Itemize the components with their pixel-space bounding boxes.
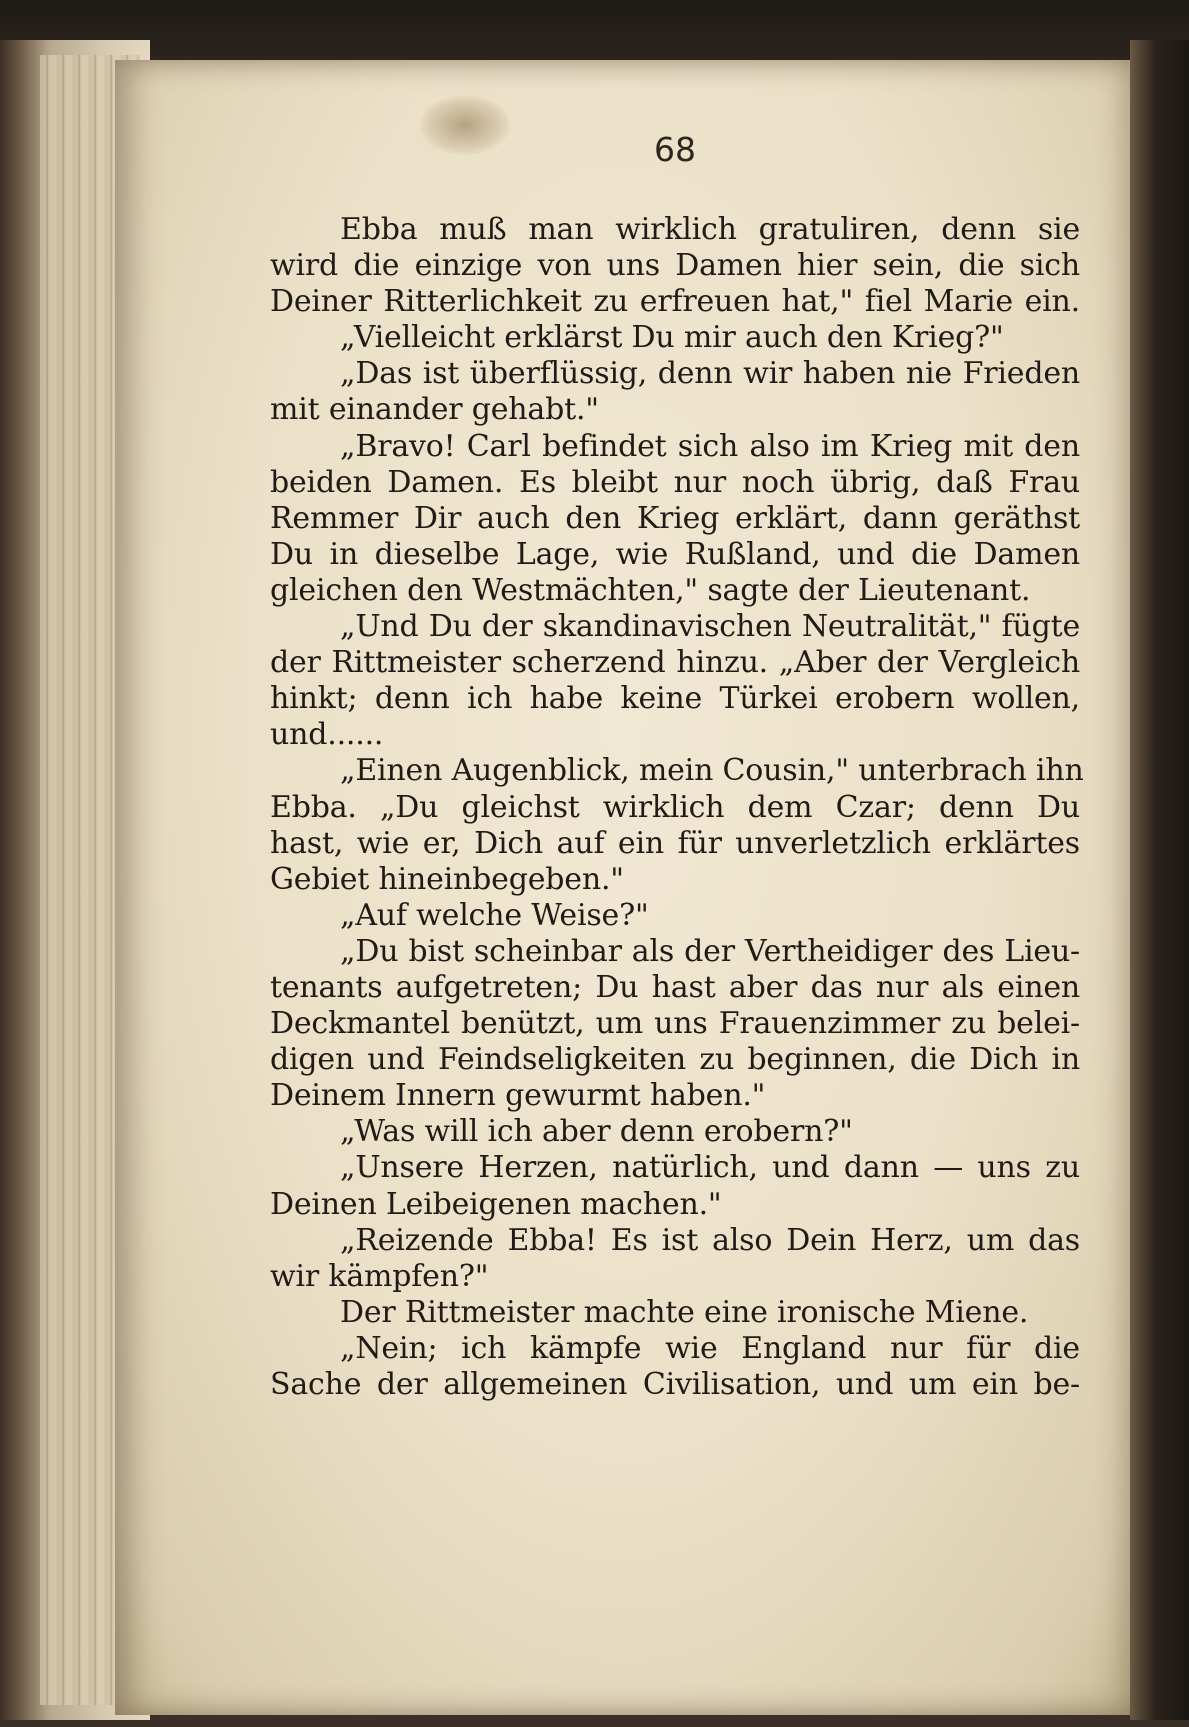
text-line: Deinen Leibeigenen machen." <box>270 1186 722 1222</box>
text-line: „Das ist überflüssig, denn wir haben nie Frieden <box>340 356 1080 392</box>
text-line: „Einen Augenblick, mein Cousin," unterbrach ihn <box>340 753 1084 789</box>
text-line: wird die einzige von uns Damen hier sein, die sich <box>270 248 1080 284</box>
text-line: Remmer Dir auch den Krieg erklärt, dann geräthst <box>270 500 1080 536</box>
text-line: Ebba muß man wirklich gratuliren, denn sie <box>340 212 1080 247</box>
page-stain <box>420 95 510 155</box>
text-line: „Unsere Herzen, natürlich, und dann — uns zu <box>340 1150 1080 1186</box>
text-line: Der Rittmeister machte eine ironische Miene. <box>340 1294 1029 1330</box>
text-line: tenants aufgetreten; Du hast aber das nur als einen <box>270 969 1080 1005</box>
text-line: der Rittmeister scherzend hinzu. „Aber der Vergleich <box>270 645 1080 681</box>
text-line: beiden Damen. Es bleibt nur noch übrig, daß Frau <box>270 464 1080 500</box>
body-text <box>270 212 1084 1403</box>
text-line: und...... <box>270 717 384 753</box>
text-line: hast, wie er, Dich auf ein für unverletzlich erklärtes <box>270 825 1080 861</box>
text-line: „Bravo! Carl befindet sich also im Krieg mit den <box>340 428 1080 464</box>
text-line: „Und Du der skandinavischen Neutralität," fügte <box>340 609 1080 645</box>
text-line: mit einander gehabt." <box>270 392 599 428</box>
page-number: 68 <box>654 130 696 169</box>
text-line: „Reizende Ebba! Es ist also Dein Herz, um das <box>340 1222 1080 1258</box>
text-line: Sache der allgemeinen Civilisation, und um ein be- <box>270 1367 1080 1402</box>
text-line: Deckmantel benützt, um uns Frauenzimmer zu belei- <box>270 1006 1080 1042</box>
text-line: gleichen den Westmächten," sagte der Lieutenant. <box>270 572 1031 608</box>
text-line: wir kämpfen?" <box>270 1258 489 1294</box>
text-line: Ebba. „Du gleichst wirklich dem Czar; denn Du <box>270 789 1080 825</box>
text-line: „Nein; ich kämpfe wie England nur für die <box>340 1330 1080 1366</box>
text-line: Deiner Ritterlichkeit zu erfreuen hat," fiel Marie ein. <box>270 284 1080 320</box>
text-line: „Was will ich aber denn erobern?" <box>340 1114 853 1150</box>
text-line: Gebiet hineinbegeben." <box>270 861 624 897</box>
text-line: „Auf welche Weise?" <box>340 897 649 933</box>
text-line: „Du bist scheinbar als der Vertheidiger des Lieu- <box>340 933 1080 969</box>
text-line: „Vielleicht erklärst Du mir auch den Krieg?" <box>340 320 1004 356</box>
text-line: Deinem Innern gewurmt haben." <box>270 1078 766 1114</box>
text-line: Du in dieselbe Lage, wie Rußland, und die Damen <box>270 536 1080 572</box>
text-line: hinkt; denn ich habe keine Türkei erobern wollen, <box>270 681 1080 717</box>
book-gutter <box>1130 40 1189 1720</box>
text-line: digen und Feindseligkeiten zu beginnen, die Dich in <box>270 1042 1080 1078</box>
